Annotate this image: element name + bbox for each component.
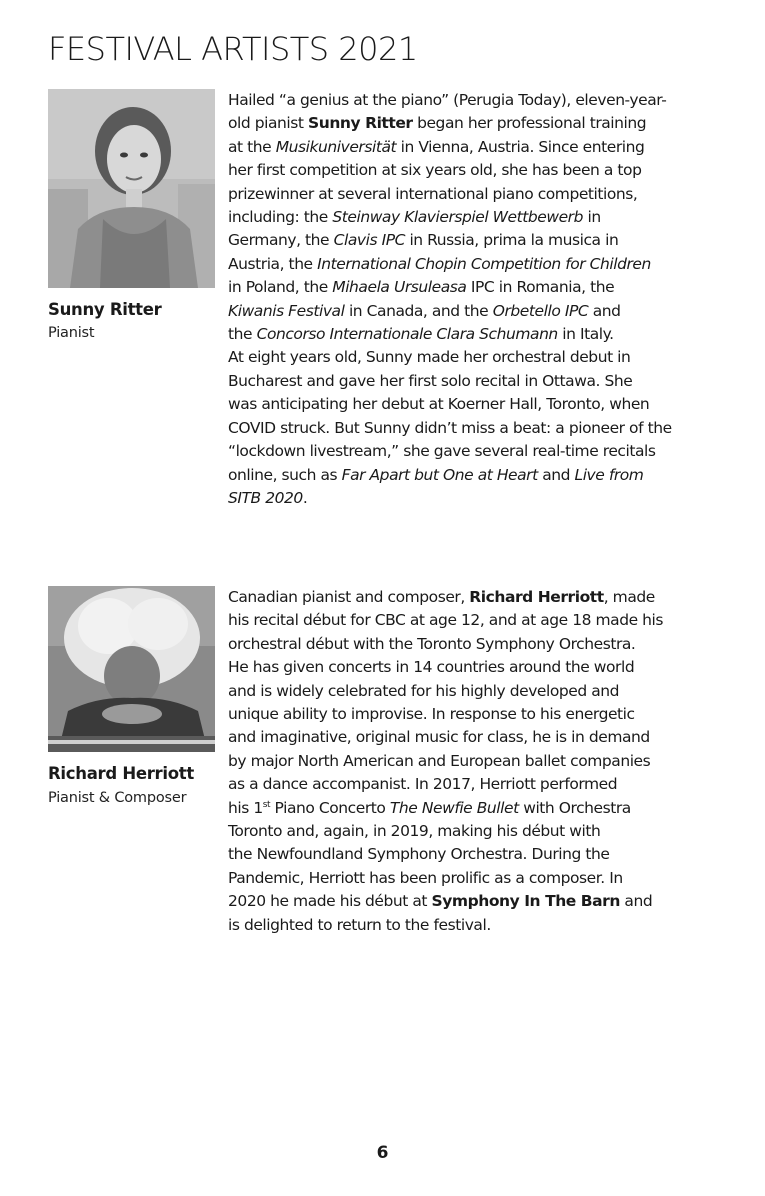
bio-text: Musikuniversität: [275, 137, 397, 156]
bio-line: [228, 276, 738, 299]
bio-line: [228, 867, 738, 890]
bio-text: COVID struck. But Sunny didn’t miss a beat: a pioneer of the: [228, 418, 672, 437]
bio-text: Concorso Internationale Clara Schumann: [256, 325, 558, 344]
bio-line: [228, 136, 738, 159]
bio-text: old pianist: [228, 114, 309, 133]
bio-text: and is widely celebrated for his highly developed and: [228, 681, 620, 700]
bio-text: Piano Concerto: [270, 798, 390, 817]
bio-text: The Newfie Bullet: [389, 798, 519, 817]
bio-text: “lockdown livestream,” she gave several real-time recitals: [228, 442, 656, 461]
bio-line: [228, 300, 738, 323]
bio-text: the Newfoundland Symphony Orchestra. During the: [228, 845, 610, 864]
artist-photo: [48, 89, 215, 288]
bio-text: as a dance accompanist. In 2017, Herriott performed: [228, 775, 618, 794]
bio-text: Kiwanis Festival: [228, 301, 345, 320]
bio-text: and: [619, 892, 653, 911]
bio-text: began her professional training: [412, 114, 647, 133]
page-number: 6: [376, 1143, 389, 1163]
bio-line: [228, 417, 738, 440]
bio-text: Bucharest and gave her first solo recital in Ottawa. She: [228, 371, 633, 390]
bio-line: [228, 112, 738, 135]
bio-text: Clavis IPC: [333, 231, 405, 250]
bio-text: in Poland, the: [228, 278, 333, 297]
bio-text: , made: [603, 588, 655, 606]
bio-line: [228, 750, 738, 773]
bio-line: [228, 773, 738, 796]
artist-role: Pianist: [48, 325, 95, 341]
bio-text: his 1: [228, 798, 263, 817]
bio-line: [228, 656, 738, 679]
artist-bio: [228, 89, 738, 510]
bio-text: at the: [228, 137, 276, 156]
bio-line: [228, 183, 738, 206]
bio-line: [228, 914, 738, 937]
bio-text: in Italy.: [557, 325, 614, 344]
bio-text: Toronto and, again, in 2019, making his début with: [228, 822, 601, 841]
bio-text: Richard Herriott: [469, 588, 604, 606]
bio-text: Sunny Ritter: [308, 114, 413, 133]
artist-photo: [48, 586, 215, 752]
bio-text: unique ability to improvise. In response to his energetic: [228, 705, 635, 724]
bio-text: Hailed “a genius at the piano” (Perugia Today), eleven-year-: [228, 91, 667, 109]
bio-line: [228, 586, 738, 609]
bio-line: [228, 393, 738, 416]
bio-text: in Canada, and the: [344, 301, 493, 320]
bio-line: [228, 890, 738, 913]
bio-text: by major North American and European ballet companies: [228, 751, 651, 770]
bio-line: [228, 820, 738, 843]
bio-text: Far Apart but One at Heart: [341, 465, 538, 484]
bio-text: st: [262, 799, 271, 810]
bio-line: [228, 680, 738, 703]
bio-line: [228, 206, 738, 229]
bio-text: her first competition at six years old, she has been a top: [228, 161, 642, 180]
bio-text: and: [588, 301, 621, 320]
bio-line: [228, 159, 738, 182]
bio-line: [228, 609, 738, 632]
bio-text: is delighted to return to the festival.: [228, 915, 491, 934]
bio-text: Symphony In The Barn: [431, 892, 620, 911]
bio-text: in: [582, 208, 601, 227]
bio-text: Austria, the: [228, 254, 318, 273]
bio-text: Germany, the: [228, 231, 334, 250]
bio-text: Orbetello IPC: [492, 301, 589, 320]
artist-role: Pianist & Composer: [48, 790, 187, 806]
bio-text: and: [537, 465, 575, 484]
bio-text: He has given concerts in 14 countries around the world: [228, 658, 635, 677]
bio-text: with Orchestra: [518, 798, 631, 817]
bio-text: Pandemic, Herriott has been prolific as a composer. In: [228, 868, 623, 887]
bio-line: [228, 464, 738, 487]
bio-text: the: [228, 325, 257, 344]
bio-text: Mihaela Ursuleasa: [332, 278, 467, 297]
bio-text: in Vienna, Austria. Since entering: [396, 137, 645, 156]
bio-line: [228, 346, 738, 369]
bio-line: [228, 89, 738, 112]
bio-line: [228, 253, 738, 276]
bio-text: .: [302, 488, 308, 507]
bio-line: [228, 703, 738, 726]
bio-text: Live from: [574, 465, 644, 484]
bio-text: orchestral début with the Toronto Symphony Orchestra.: [228, 634, 636, 653]
bio-line: [228, 370, 738, 393]
bio-line: [228, 440, 738, 463]
bio-text: SITB 2020: [228, 488, 303, 507]
page-title: FESTIVAL ARTISTS 2021: [48, 30, 418, 68]
bio-line: [228, 487, 738, 510]
artist-name: Richard Herriott: [48, 764, 194, 783]
bio-text: IPC in Romania, the: [466, 278, 615, 297]
bio-text: Canadian pianist and composer,: [228, 588, 470, 606]
bio-line: [228, 229, 738, 252]
bio-text: his recital début for CBC at age 12, and at age 18 made his: [228, 611, 664, 630]
bio-text: and imaginative, original music for class, he is in demand: [228, 728, 650, 747]
bio-line: [228, 797, 738, 820]
bio-text: in Russia, prima la musica in: [404, 231, 619, 250]
bio-text: online, such as: [228, 465, 342, 484]
bio-text: At eight years old, Sunny made her orchestral debut in: [228, 348, 631, 367]
bio-text: including: the: [228, 208, 333, 227]
bio-line: [228, 843, 738, 866]
bio-text: 2020 he made his début at: [228, 892, 432, 911]
bio-text: International Chopin Competition for Children: [317, 254, 651, 273]
bio-text: Steinway Klavierspiel Wettbewerb: [332, 208, 583, 227]
bio-line: [228, 633, 738, 656]
bio-line: [228, 726, 738, 749]
bio-line: [228, 323, 738, 346]
bio-text: was anticipating her debut at Koerner Hall, Toronto, when: [228, 395, 650, 414]
artist-name: Sunny Ritter: [48, 300, 162, 319]
artist-bio: [228, 586, 738, 937]
bio-text: prizewinner at several international piano competitions,: [228, 184, 638, 203]
